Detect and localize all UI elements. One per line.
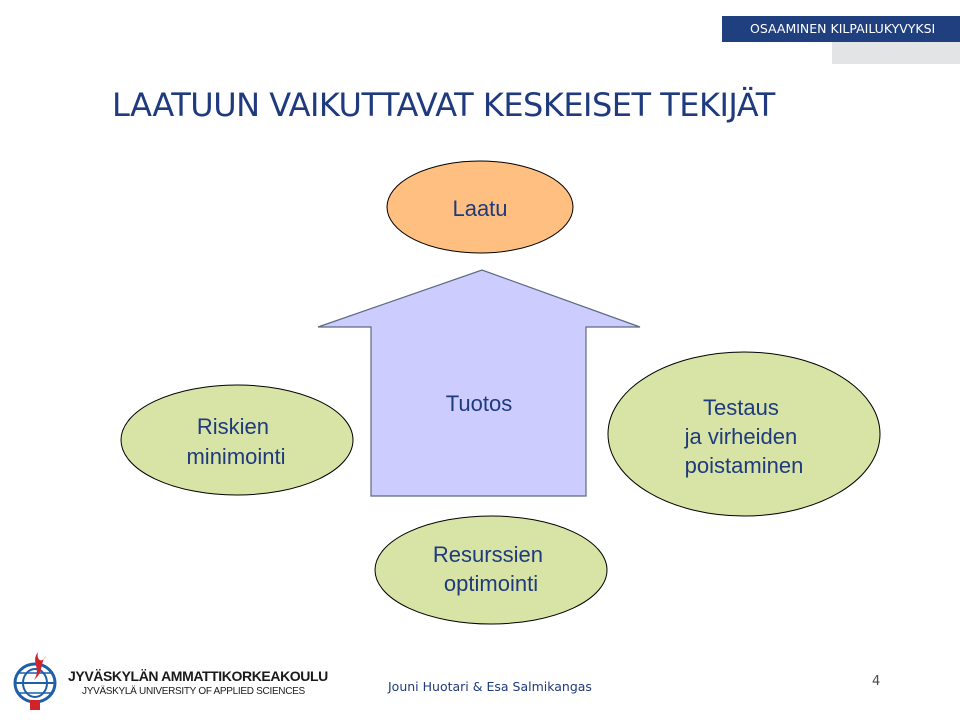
right-node-line-3: poistaminen (684, 453, 804, 478)
bottom-node-line-2: optimointi (443, 571, 539, 596)
footer-authors: Jouni Huotari & Esa Salmikangas (388, 679, 592, 694)
slide-title: LAATUUN VAIKUTTAVAT KESKEISET TEKIJÄT (112, 86, 775, 124)
left-node-line-1: Riskien (196, 414, 270, 439)
left-node-line-2: minimointi (186, 444, 286, 469)
page-number: 4 (872, 674, 881, 689)
logo-name-english: JYVÄSKYLÄ UNIVERSITY OF APPLIED SCIENCES (82, 686, 305, 697)
arrow-label-tuotos: Tuotos (445, 391, 513, 416)
top-node-label: Laatu (452, 196, 508, 221)
banner-text: OSAAMINEN KILPAILUKYVYKSI (722, 16, 960, 42)
right-node-line-1: Testaus (703, 395, 779, 420)
left-node-riskien (121, 385, 353, 495)
bottom-node-line-1: Resurssien (432, 542, 543, 567)
jamk-logo-emblem (15, 652, 55, 710)
right-node-line-2: ja virheiden (684, 424, 798, 449)
tuotos-arrow (318, 270, 640, 496)
logo-name-finnish: JYVÄSKYLÄN AMMATTIKORKEAKOULU (68, 668, 328, 684)
bottom-node-resurssien (375, 516, 607, 624)
